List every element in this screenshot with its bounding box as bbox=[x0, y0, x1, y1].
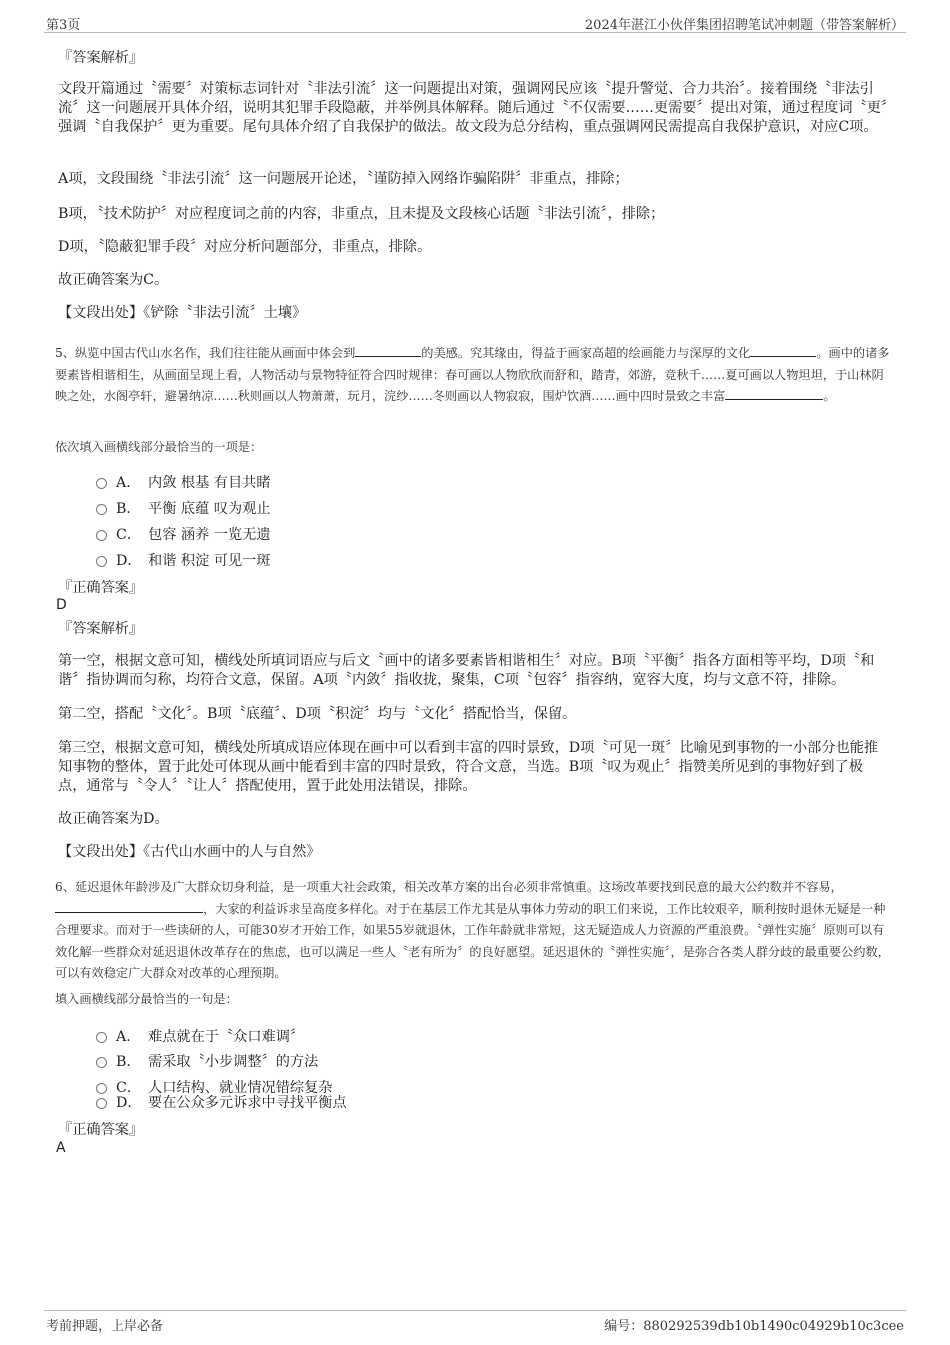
radio-icon[interactable] bbox=[96, 530, 107, 541]
analysis-paragraph: D项，〝隐蔽犯罪手段〞对应分析问题部分，非重点，排除。 bbox=[58, 239, 432, 255]
analysis-paragraph: B项，〝技术防护〞对应程度词之前的内容，非重点，且未提及文段核心话题〝非法引流〞，排除； bbox=[58, 206, 665, 222]
fill-blank bbox=[750, 344, 816, 357]
fill-blank bbox=[725, 387, 823, 400]
analysis-paragraph: 第一空，根据文意可知，横线处所填词语应与后文〝画中的诸多要素皆相谐相生〞对应。B项〝平衡〞指各方面相等平均，D项〝和谐〞指协调而匀称，均符合文意，保留。A项〝内敛〞指收拢，聚集，C项〝包容〞指容纳，宽容大度，均与文意不符，排除。 bbox=[58, 653, 875, 688]
analysis-paragraph: A项，文段围绕〝非法引流〞这一问题展开论述，〝谨防掉入网络诈骗陷阱〞非重点，排除； bbox=[58, 171, 629, 187]
source-citation: 【文段出处】《铲除〝非法引流〞土壤》 bbox=[58, 305, 307, 321]
fill-blank bbox=[355, 344, 421, 357]
option-a[interactable]: A． 难点就在于〝众口难调〞 bbox=[96, 1028, 304, 1046]
analysis-paragraph: 文段开篇通过〝需要〞对策标志词针对〝非法引流〞这一问题提出对策，强调网民应该〝提升警觉、合力共治〞。接着围绕〝非法引流〞这一问题展开具体介绍，说明其犯罪手段隐蔽，并举例具体解释。随后通过〝不仅需要……更需要〞提出对策，通过程度词〝更〞强调〝自我保护〞更为重要。尾句具体介绍了自我保护的做法。故文段为总分结构，重点强调网民需提高自我保护意识，对应C项。 bbox=[58, 81, 888, 135]
conclusion: 故正确答案为D。 bbox=[58, 811, 169, 827]
analysis-label: 『答案解析』 bbox=[58, 50, 144, 66]
fill-blank bbox=[55, 900, 203, 913]
conclusion: 故正确答案为C。 bbox=[58, 272, 169, 288]
radio-icon[interactable] bbox=[96, 556, 107, 567]
page-number: 第3页 bbox=[46, 18, 81, 33]
analysis-label: 『答案解析』 bbox=[58, 621, 144, 637]
question-5-stem: 5、纵览中国古代山水名作，我们往往能从画面中体会到 的美感。究其缘由，得益于画家高超的绘画能力与深厚的文化 。画中的诸多要素皆相谐相生，从画面呈现上看，人物活动与景物特征符合四时规律：春可画以人物欣欣而舒和，踏青，郊游，竞秋千……夏可画以人物坦坦，于山林阴映之处，水阁亭轩，避暑纳凉……秋则画以人物萧萧，玩月，浣纱……冬则画以人物寂寂，围炉饮酒……画中四时景致之丰富 。 bbox=[55, 346, 890, 403]
radio-icon[interactable] bbox=[96, 504, 107, 515]
footer-slogan: 考前押题，上岸必备 bbox=[46, 1319, 164, 1334]
option-a[interactable]: A． 内敛 根基 有目共睹 bbox=[96, 474, 271, 492]
correct-answer: A bbox=[56, 1140, 66, 1156]
document-id: 编号：880292539db10b1490c04929b10c3cee bbox=[604, 1319, 904, 1334]
correct-answer-label: 『正确答案』 bbox=[58, 580, 144, 596]
option-d[interactable]: D． 要在公众多元诉求中寻找平衡点 bbox=[96, 1094, 347, 1112]
question-6-stem: 6、延迟退休年龄涉及广大群众切身利益，是一项重大社会政策，相关改革方案的出台必须非常慎重。这场改革要找到民意的最大公约数并不容易，，大家的利益诉求呈高度多样化。对于在基层工作尤其是从事体力劳动的职工们来说，工作比较艰辛，顺利按时退休无疑是一种合理要求。而对于一些读研的人，可能30岁才开始工作，如果55岁就退休，工作年龄就非常短，这无疑造成人力资源的严重浪费。〝弹性实施〞原则可以有效化解一些群众对延迟退休改革存在的焦虑，也可以满足一些人〝老有所为〞的良好愿望。延迟退休的〝弹性实施〞，是弥合各类人群分歧的最重要公约数，可以有效稳定广大群众对改革的心理预期。 bbox=[55, 880, 890, 980]
document-title: 2024年湛江小伙伴集团招聘笔试冲刺题（带答案解析） bbox=[584, 18, 904, 33]
option-b[interactable]: B． 平衡 底蕴 叹为观止 bbox=[96, 500, 271, 518]
option-b[interactable]: B． 需采取〝小步调整〞的方法 bbox=[96, 1053, 318, 1071]
correct-answer: D bbox=[56, 597, 67, 613]
radio-icon[interactable] bbox=[96, 1057, 107, 1068]
question-prompt: 填入画横线部分最恰当的一句是： bbox=[55, 992, 238, 1006]
radio-icon[interactable] bbox=[96, 1032, 107, 1043]
question-prompt: 依次填入画横线部分最恰当的一项是： bbox=[55, 440, 263, 454]
page-footer bbox=[44, 1310, 906, 1337]
analysis-paragraph: 第三空，根据文意可知，横线处所填成语应体现在画中可以看到丰富的四时景致，D项〝可见一斑〞比喻见到事物的一小部分也能推知事物的整体，置于此处可体现从画中能看到丰富的四时景致，符合文意，当选。B项〝叹为观止〞指赞美所见到的事物好到了极点，通常与〝令人〞〝让人〞搭配使用，置于此处用法错误，排除。 bbox=[58, 740, 879, 794]
option-c[interactable]: C． 人口结构、就业情况错综复杂 bbox=[96, 1079, 332, 1097]
page-header bbox=[44, 12, 906, 33]
source-citation: 【文段出处】《古代山水画中的人与自然》 bbox=[58, 844, 321, 860]
radio-icon[interactable] bbox=[96, 478, 107, 489]
option-c[interactable]: C． 包容 涵养 一览无遗 bbox=[96, 526, 271, 544]
option-d[interactable]: D． 和谐 积淀 可见一斑 bbox=[96, 552, 271, 570]
radio-icon[interactable] bbox=[96, 1083, 107, 1094]
correct-answer-label: 『正确答案』 bbox=[58, 1122, 144, 1138]
analysis-paragraph: 第二空，搭配〝文化〞。B项〝底蕴〞、D项〝积淀〞均与〝文化〞搭配恰当，保留。 bbox=[58, 706, 577, 722]
radio-icon[interactable] bbox=[96, 1098, 107, 1109]
